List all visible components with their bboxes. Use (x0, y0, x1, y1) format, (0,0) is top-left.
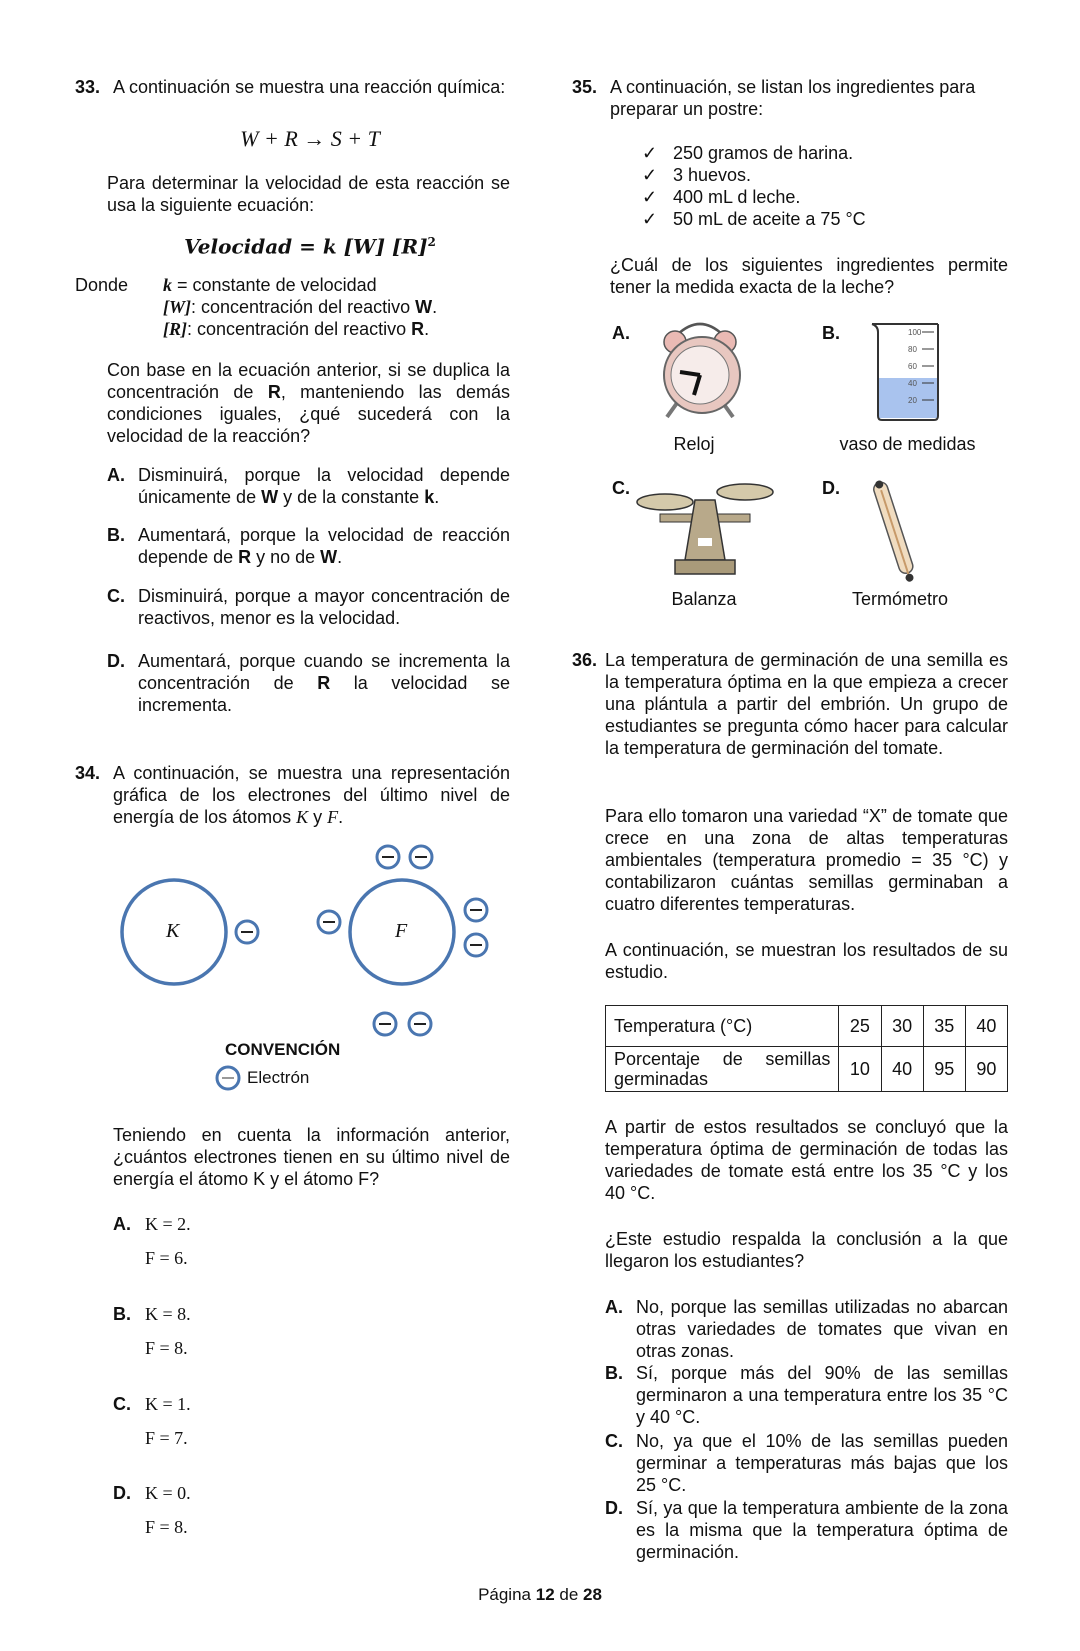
option-d-label: Termómetro (851, 589, 949, 609)
q36-number (572, 649, 597, 671)
beaker-mark-label: 60 (908, 362, 917, 371)
q36-p1: La temperatura de germinación de una semilla es la temperatura óptima en la que empieza a crecer una plántula a partir del embrión. Un grupo de estudiantes se pregunta cómo hacer para calcular la temperatura de germinación del tomate. (605, 650, 1008, 758)
row-header: Porcentaje de semillas germinadas (606, 1047, 839, 1092)
t: . (434, 487, 440, 507)
b: W (261, 487, 279, 507)
beaker-mark-label: 40 (908, 379, 917, 388)
option-letter: D. (107, 651, 125, 671)
t: . (337, 547, 343, 567)
table-cell: 40 (881, 1047, 923, 1092)
electron-icon (318, 911, 340, 933)
option-text: Disminuirá, porque a mayor concentración de reactivos, menor es la velocidad. (138, 586, 510, 628)
table-cell: 95 (923, 1047, 965, 1092)
option-f: F = 6. (145, 1248, 188, 1268)
atom-k: K (296, 807, 309, 827)
q33-para: Para determinar la velocidad de esta reacción se usa la siguiente ecuación: (107, 173, 510, 215)
table-cell: 35 (923, 1006, 965, 1047)
option-text: No, porque las semillas utilizadas no abarcan otras variedades de tomates que vivan en otras zonas. (636, 1297, 1008, 1361)
option-k: K = 1. (145, 1394, 191, 1414)
q36-option-b[interactable] (605, 1362, 1008, 1428)
b: R (317, 673, 331, 693)
ingredient-text: 400 mL d leche. (673, 187, 801, 207)
equation-text: Velocidad = k [W] [R] (184, 234, 428, 259)
q36-option-c[interactable] (605, 1430, 1008, 1496)
beaker-mark-label: 20 (908, 396, 917, 405)
convention-title: CONVENCIÓN (225, 1040, 341, 1059)
q35-question: ¿Cuál de los siguientes ingredientes permite tener la medida exacta de la leche? (610, 255, 1008, 297)
electron-icon (236, 921, 258, 943)
t: . (338, 807, 344, 827)
ingredient-item (642, 208, 866, 230)
option-f: F = 8. (145, 1517, 188, 1537)
option-b-label: vaso de medidas (839, 434, 976, 454)
def-bold: R (411, 319, 425, 339)
q35-option-b-letter[interactable]: B. (822, 323, 840, 343)
check-icon: ✓ (642, 143, 658, 163)
equation-exponent: 2 (427, 235, 436, 249)
def-end: . (424, 319, 430, 339)
q-text: Con base en la ecuación anterior, si se duplica la concentración de (107, 360, 510, 402)
electron-icon (465, 899, 487, 921)
germination-table (605, 1005, 1008, 1092)
q36-p4: A partir de estos resultados se concluyó que la temperatura óptima de germinación de todas las variedades de tomate está entre los 35 °C y los 40 °C. (605, 1117, 1008, 1203)
beaker-mark-label: 100 (908, 328, 922, 337)
atom-k-label: K (166, 920, 180, 942)
option-k: K = 8. (145, 1304, 191, 1324)
def-text: : concentración del reactivo (187, 319, 412, 339)
def-bold: W (415, 297, 433, 317)
q35-number (572, 76, 597, 98)
ingredient-item (642, 142, 866, 164)
option-letter: B. (605, 1363, 623, 1383)
option-letter: C. (107, 586, 125, 606)
q33-intro: A continuación se muestra una reacción química: (113, 77, 506, 97)
electron-icon (409, 1013, 431, 1035)
footer-text: Página (478, 1585, 536, 1604)
q33-reaction: W + R → S + T (240, 126, 380, 151)
option-letter: D. (113, 1483, 131, 1503)
check-icon: ✓ (642, 187, 658, 207)
q36-p2: Para ello tomaron una variedad “X” de tomate que crece en una zona de altas temperaturas ambientales (temperatura promedio = 35 °C) y contabilizaron cuántas semillas germinaban a cuatro diferentes temperaturas. (605, 806, 1008, 914)
option-letter: A. (113, 1214, 131, 1234)
table-cell: 90 (965, 1047, 1007, 1092)
option-k: K = 2. (145, 1214, 191, 1234)
option-a-label: Reloj (673, 434, 715, 454)
q34-option-a[interactable] (113, 1213, 191, 1269)
page-footer (0, 1584, 1080, 1606)
q34-question: Teniendo en cuenta la información anterior, ¿cuántos electrones tienen en su último nivel de energía el átomo K y el átomo F? (113, 1125, 510, 1189)
option-letter: A. (107, 465, 125, 485)
def-symbol: [R] (163, 319, 187, 339)
q36-question: ¿Este estudio respalda la conclusión a la que llegaron los estudiantes? (605, 1229, 1008, 1271)
option-k: K = 0. (145, 1483, 191, 1503)
balance-scale-icon (635, 480, 775, 580)
option-f: F = 7. (145, 1428, 188, 1448)
q-bold: R (267, 382, 281, 402)
def-end: . (432, 297, 438, 317)
q35-option-a-letter[interactable]: A. (612, 323, 630, 343)
electron-icon (410, 846, 432, 868)
q-text: , manteniendo las demás condiciones iguales, ¿qué sucederá con la velocidad de la reacción? (107, 382, 511, 446)
electron-icon (217, 1067, 239, 1089)
q36-p3: A continuación, se muestran los resultados de su estudio. (605, 940, 1008, 982)
ingredient-text: 50 mL de aceite a 75 °C (673, 209, 866, 229)
def-text: = constante de velocidad (172, 275, 377, 295)
measuring-beaker-icon (868, 320, 948, 425)
electron-diagram (0, 0, 540, 1120)
alarm-clock-icon (655, 315, 745, 425)
t: A continuación, se muestra una representación gráfica de los electrones del último nivel de energía de los átomos (113, 763, 510, 827)
electron-icon (465, 934, 487, 956)
option-letter: C. (605, 1431, 623, 1451)
table-row (606, 1047, 1008, 1092)
t: Aumentará, porque cuando se incrementa la concentración de (138, 651, 510, 693)
q36-number-text: 36. (572, 650, 598, 670)
option-text: Sí, porque más del 90% de las semillas germinaron a una temperatura entre los 35 °C y 40 °C. (636, 1363, 1008, 1427)
ingredient-list (642, 142, 866, 230)
footer-text: de (554, 1585, 584, 1604)
table-row (606, 1006, 1008, 1047)
check-icon: ✓ (642, 165, 658, 185)
t: y de la constante (278, 487, 425, 507)
q34-option-b[interactable] (113, 1303, 191, 1359)
table-cell: 30 (881, 1006, 923, 1047)
ingredient-text: 250 gramos de harina. (673, 143, 854, 163)
def-symbol: [W] (163, 297, 191, 317)
t: Aumentará, porque la velocidad de reacción depende de (138, 525, 510, 567)
option-letter: B. (113, 1304, 131, 1324)
q35-option-d-letter[interactable]: D. (822, 478, 840, 498)
q35-intro: A continuación, se listan los ingredientes para preparar un postre: (610, 77, 976, 119)
option-f: F = 8. (145, 1338, 188, 1358)
q33-donde: Donde (75, 275, 129, 295)
option-text: No, ya que el 10% de las semillas pueden germinar a temperaturas más bajas que los 25 °C. (636, 1431, 1008, 1495)
option-letter: D. (605, 1498, 623, 1518)
q34-option-c[interactable] (113, 1393, 191, 1449)
t: y (308, 807, 328, 827)
def-text: : concentración del reactivo (191, 297, 416, 317)
t: y no de (251, 547, 321, 567)
atom-f: F (327, 807, 339, 827)
page-number: 12 (535, 1585, 555, 1604)
t: la velocidad se incrementa. (138, 673, 511, 715)
ingredient-text: 3 huevos. (673, 165, 752, 185)
ingredient-item (642, 186, 866, 208)
thermometer-icon (865, 478, 925, 588)
atom-f-label: F (395, 920, 408, 942)
option-c-label: Balanza (671, 589, 737, 609)
q33-number-text: 33. (75, 77, 101, 97)
table-cell: 40 (965, 1006, 1007, 1047)
ingredient-item (642, 164, 866, 186)
def-symbol: k (163, 275, 172, 295)
beaker-mark-label: 80 (908, 345, 917, 354)
convention-electron-label: Electrón (247, 1068, 310, 1087)
electron-icon (374, 1013, 396, 1035)
q35-number-text: 35. (572, 77, 598, 97)
option-letter: C. (113, 1394, 131, 1414)
q36-option-d[interactable] (605, 1497, 1008, 1563)
b: R (238, 547, 252, 567)
option-letter: B. (107, 525, 125, 545)
b: W (320, 547, 338, 567)
b: k (424, 487, 435, 507)
q34-option-d[interactable] (113, 1482, 191, 1538)
page-total: 28 (583, 1585, 602, 1604)
row-header: Temperatura (°C) (606, 1006, 839, 1047)
table-cell: 25 (839, 1006, 881, 1047)
q35-option-c-letter[interactable]: C. (612, 478, 630, 498)
electron-icon (377, 846, 399, 868)
q36-option-a[interactable] (605, 1296, 1008, 1362)
t: Disminuirá, porque la velocidad depende únicamente de (138, 465, 510, 507)
option-letter: A. (605, 1297, 623, 1317)
q34-number-text: 34. (75, 763, 101, 783)
table-cell: 10 (839, 1047, 881, 1092)
check-icon: ✓ (642, 209, 658, 229)
option-text: Sí, ya que la temperatura ambiente de la zona es la misma que la temperatura óptima de germinación. (636, 1498, 1008, 1562)
